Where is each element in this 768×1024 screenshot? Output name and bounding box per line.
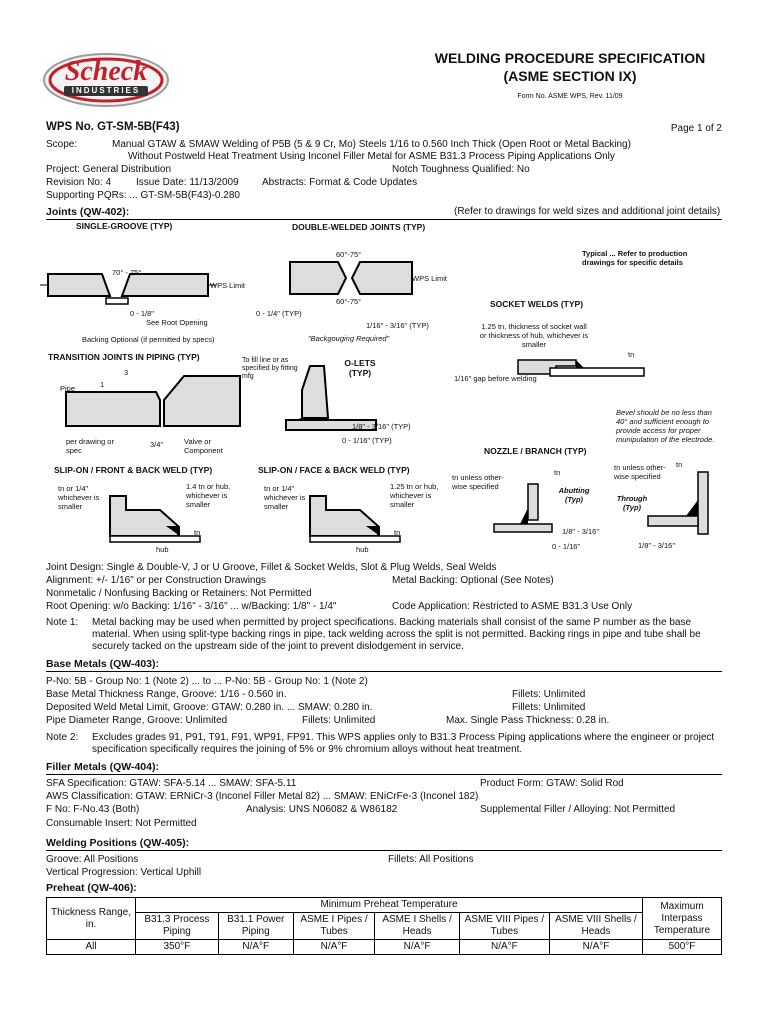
pipe-label: Pipe [60, 384, 76, 393]
project: Project: General Distribution [46, 164, 172, 175]
consumable-insert: Consumable Insert: Not Permitted [46, 818, 197, 829]
wps-number: WPS No. GT-SM-5B(F43) [46, 121, 180, 133]
positions-rule [46, 850, 722, 851]
vertical-progression: Vertical Progression: Vertical Uphill [46, 867, 202, 878]
base-fillets-1: Fillets: Unlimited [512, 689, 586, 700]
transition-3-label: 3 [124, 368, 129, 377]
subcol-b311: B31.1 Power Piping [218, 913, 293, 940]
nozzle-gap-2-label: 0 - 1/16" [552, 542, 581, 551]
through-label: Through (Typ) [616, 494, 648, 512]
subcol-asme8-pipes: ASME VIII Pipes / Tubes [459, 913, 549, 940]
row-asme1-pipes: N/A°F [293, 940, 375, 955]
scope-line-1: Manual GTAW & SMAW Welding of P5B (5 & 9 Cr, Mo) Steels 1/16 to 0.560 Inch Thick (Open Root or Metal Backing) [112, 139, 631, 150]
thickness-header: Thickness Range, in. [47, 898, 136, 940]
olet-gap-1-label: 1/8" - 3/16" (TYP) [352, 422, 411, 431]
row-asme8-shells: N/A°F [549, 940, 642, 955]
max-interpass-header: Maximum Interpass Temperature [643, 898, 722, 940]
subcol-asme1-pipes: ASME I Pipes / Tubes [293, 913, 375, 940]
slip-on-ff-hub-label: hub [356, 545, 369, 554]
slip-on-fb-hub-label: hub [156, 545, 169, 554]
min-preheat-header: Minimum Preheat Temperature [136, 898, 643, 913]
welding-positions-heading: Welding Positions (QW-405): [46, 837, 190, 849]
slip-on-front-back-title: SLIP-ON / FRONT & BACK WELD (TYP) [54, 465, 213, 475]
joints-rule [46, 219, 722, 220]
base-metals-rule [46, 671, 722, 672]
nozzle-abutting-drawing [490, 482, 556, 544]
table-row [47, 940, 722, 955]
p-number: P-No: 5B - Group No: 1 (Note 2) ... to ... P-No: 5B - Group No: 1 (Note 2) [46, 676, 368, 687]
code-application: Code Application: Restricted to ASME B31.3 Use Only [392, 601, 633, 612]
groove-positions: Groove: All Positions [46, 854, 139, 865]
document-title: WELDING PROCEDURE SPECIFICATION [434, 50, 706, 66]
subcol-b313: B31.3 Process Piping [136, 913, 219, 940]
note-2-line-1: Excludes grades 91, P91, T91, F91, WP91, FP91. This WPS applies only to B31.3 Process Piping applications where the engineer or project [92, 732, 715, 743]
wps-limit-label-1: WPS Limit [210, 281, 246, 290]
single-pass-thickness: Max. Single Pass Thickness: 0.28 in. [446, 715, 610, 726]
transition-joint-drawing [64, 372, 244, 436]
socket-welds-title: SOCKET WELDS (TYP) [490, 299, 584, 309]
socket-tn-label: tn [628, 350, 635, 359]
fillet-positions: Fillets: All Positions [388, 854, 474, 865]
nozzle-gap-1-label: 1/8" - 3/16" [562, 527, 600, 536]
document-subtitle: (ASME SECTION IX) [503, 68, 637, 84]
row-b311: N/A°F [218, 940, 293, 955]
note-1-label: Note 1: [46, 617, 79, 628]
row-asme8-pipes: N/A°F [459, 940, 549, 955]
angle-70-label: 70° - 75° [112, 268, 142, 277]
note-2-line-2: specification specifically requires the joining of 5% or 9% chromium alloys without heat treatment. [92, 744, 523, 755]
sfa-specification: SFA Specification: GTAW: SFA-5.14 ... SMAW: SFA-5.11 [46, 778, 297, 789]
note-2-label: Note 2: [46, 732, 79, 743]
filler-metals-heading: Filler Metals (QW-404): [46, 761, 159, 773]
olet-gap-2-label: 0 - 1/16" (TYP) [342, 436, 392, 445]
base-fillets-2: Fillets: Unlimited [512, 702, 586, 713]
base-fillets-3: Fillets: Unlimited [302, 715, 376, 726]
angle-34-label: 3/4" [150, 440, 164, 449]
nonmetallic-backing: Nonmetalic / Nonfusing Backing or Retainers: Not Permitted [46, 588, 312, 599]
wps-limit-label-2: WPS Limit [412, 274, 448, 283]
abstracts: Abstracts: Format & Code Updates [262, 177, 418, 188]
f-number: F No: F-No.43 (Both) [46, 804, 140, 815]
form-number: Form No. ASME WPS, Rev. 11/09 [517, 93, 623, 100]
nozzle-branch-title: NOZZLE / BRANCH (TYP) [484, 446, 587, 456]
gap-0-14-label: 0 - 1/4" (TYP) [256, 309, 302, 318]
angle-60-top-label: 60°-75° [336, 250, 362, 259]
issue-date: Issue Date: 11/13/2009 [136, 177, 239, 188]
base-metals-heading: Base Metals (QW-403): [46, 658, 159, 670]
product-form: Product Form: GTAW: Solid Rod [480, 778, 624, 789]
nozzle-through-drawing [646, 470, 718, 536]
company-logo [42, 52, 170, 108]
fill-line-note: To fill line or as specified by fitting mfg [242, 357, 298, 380]
transition-joints-title: TRANSITION JOINTS IN PIPING (TYP) [48, 352, 200, 362]
slip-on-ff-tn-label: tn [394, 528, 401, 537]
supporting-pqrs: Supporting PQRs: ... GT-SM-5B(F43)-0.280 [46, 190, 240, 201]
alignment: Alignment: +/- 1/16" or per Construction Drawings [46, 575, 267, 586]
slip-on-ff-note-2: 1.25 tn or hub, whichever is smaller [390, 482, 439, 509]
slip-on-face-back-drawing [304, 490, 404, 548]
nozzle-tn-note-2: tn unless other-wise specified [614, 463, 666, 481]
logo-subtext: INDUSTRIES [71, 86, 141, 95]
supplemental-filler: Supplemental Filler / Alloying: Not Permitted [480, 804, 676, 815]
joints-heading: Joints (QW-402): [46, 206, 130, 218]
joints-refer-note: (Refer to drawings for weld sizes and additional joint details) [454, 206, 721, 217]
slip-on-ff-note-1: tn or 1/4" whichever is smaller [264, 484, 306, 511]
filler-metals-rule [46, 774, 722, 775]
row-thickness: All [47, 940, 136, 955]
nozzle-tn-2-label: tn [676, 460, 683, 469]
gap-0-18-label: 0 - 1/8" [130, 309, 154, 318]
slip-on-face-back-title: SLIP-ON / FACE & BACK WELD (TYP) [258, 465, 410, 475]
preheat-heading: Preheat (QW-406): [46, 882, 137, 894]
backgouging-label: "Backgouging Required" [308, 334, 390, 343]
abutting-label: Abutting (Typ) [558, 486, 590, 504]
see-root-label: See Root Opening [146, 318, 208, 327]
slip-on-fb-tn-label: tn [194, 528, 201, 537]
note-1-line-2: material. When using split-type backing rings in pipe, tack welding across the split is not permitted. Backing rings in pipe and tube shall be [92, 629, 701, 640]
analysis: Analysis: UNS N06082 & W86182 [246, 804, 398, 815]
scope-label: Scope: [46, 139, 78, 150]
nozzle-tn-1-label: tn [554, 468, 561, 477]
row-max-interpass: 500°F [643, 940, 722, 955]
typical-note: Typical ... Refer to production drawings for specific details [582, 249, 688, 267]
angle-60-bottom-label: 60°-75° [336, 297, 362, 306]
double-welded-title: DOUBLE-WELDED JOINTS (TYP) [292, 222, 426, 232]
nozzle-tn-note-1: tn unless other-wise specified [452, 473, 504, 491]
slip-on-front-back-drawing [104, 490, 204, 548]
joint-design: Joint Design: Single & Double-V, J or U Groove, Fillet & Socket Welds, Slot & Plug Welds, Seal Welds [46, 562, 497, 573]
note-1-line-3: securely tacked on the upstream side of the joint to prevent dislodgement in service. [92, 641, 464, 652]
subcol-asme1-shells: ASME I Shells / Heads [375, 913, 459, 940]
nozzle-gap-3-label: 1/8" - 3/16" [638, 541, 676, 550]
deposited-limit: Deposited Weld Metal Limit, Groove: GTAW: 0.280 in. ... SMAW: 0.280 in. [46, 702, 373, 713]
double-welded-drawing [284, 258, 424, 302]
notch-toughness: Notch Toughness Qualified: No [392, 164, 530, 175]
aws-classification: AWS Classification: GTAW: ERNiCr-3 (Inconel Filler Metal 82) ... SMAW: ENiCrFe-3 (Inconel 182) [46, 791, 479, 802]
pipe-diameter: Pipe Diameter Range, Groove: Unlimited [46, 715, 228, 726]
logo-text: Scheck [64, 56, 148, 87]
revision-number: Revision No: 4 [46, 177, 112, 188]
preheat-table [46, 897, 722, 955]
single-groove-title: SINGLE-GROOVE (TYP) [76, 221, 173, 231]
backing-optional-label: Backing Optional (if permitted by specs) [82, 335, 215, 344]
transition-1-label: 1 [100, 380, 105, 389]
olets-title: O-LETS (TYP) [344, 358, 376, 378]
socket-note: 1.25 tn, thickness of socket wall or thickness of hub, whichever is smaller [479, 322, 589, 349]
slip-on-fb-note-2: 1.4 tn or hub, whichever is smaller [186, 482, 231, 509]
row-asme1-shells: N/A°F [375, 940, 459, 955]
slip-on-fb-note-1: tn or 1/4" whichever is smaller [58, 484, 100, 511]
metal-backing: Metal Backing: Optional (See Notes) [392, 575, 554, 586]
bevel-note: Bevel should be no less than 40° and sufficient enough to provide access for proper munipulation of the electrode. [616, 408, 715, 444]
row-b313: 350°F [136, 940, 219, 955]
subcol-asme8-shells: ASME VIII Shells / Heads [549, 913, 642, 940]
note-1-line-1: Metal backing may be used when permitted by project specifications. Backing materials shall consist of the same P number as the base [92, 617, 692, 628]
socket-gap-label: 1/16" gap before welding [454, 374, 537, 383]
per-drawing-label: per drawing or spec [66, 437, 114, 455]
gap-116-316-label: 1/16" - 3/16" (TYP) [366, 321, 429, 330]
scope-line-2: Without Postweld Heat Treatment Using Inconel Filler Metal for ASME B31.3 Process Piping Applications Only [128, 151, 615, 162]
root-opening: Root Opening: w/o Backing: 1/16" - 3/16" ... w/Backing: 1/8" - 1/4" [46, 601, 337, 612]
page-number: Page 1 of 2 [670, 123, 722, 134]
base-thickness: Base Metal Thickness Range, Groove: 1/16 - 0.560 in. [46, 689, 287, 700]
valve-label: Valve or Component [184, 437, 223, 455]
